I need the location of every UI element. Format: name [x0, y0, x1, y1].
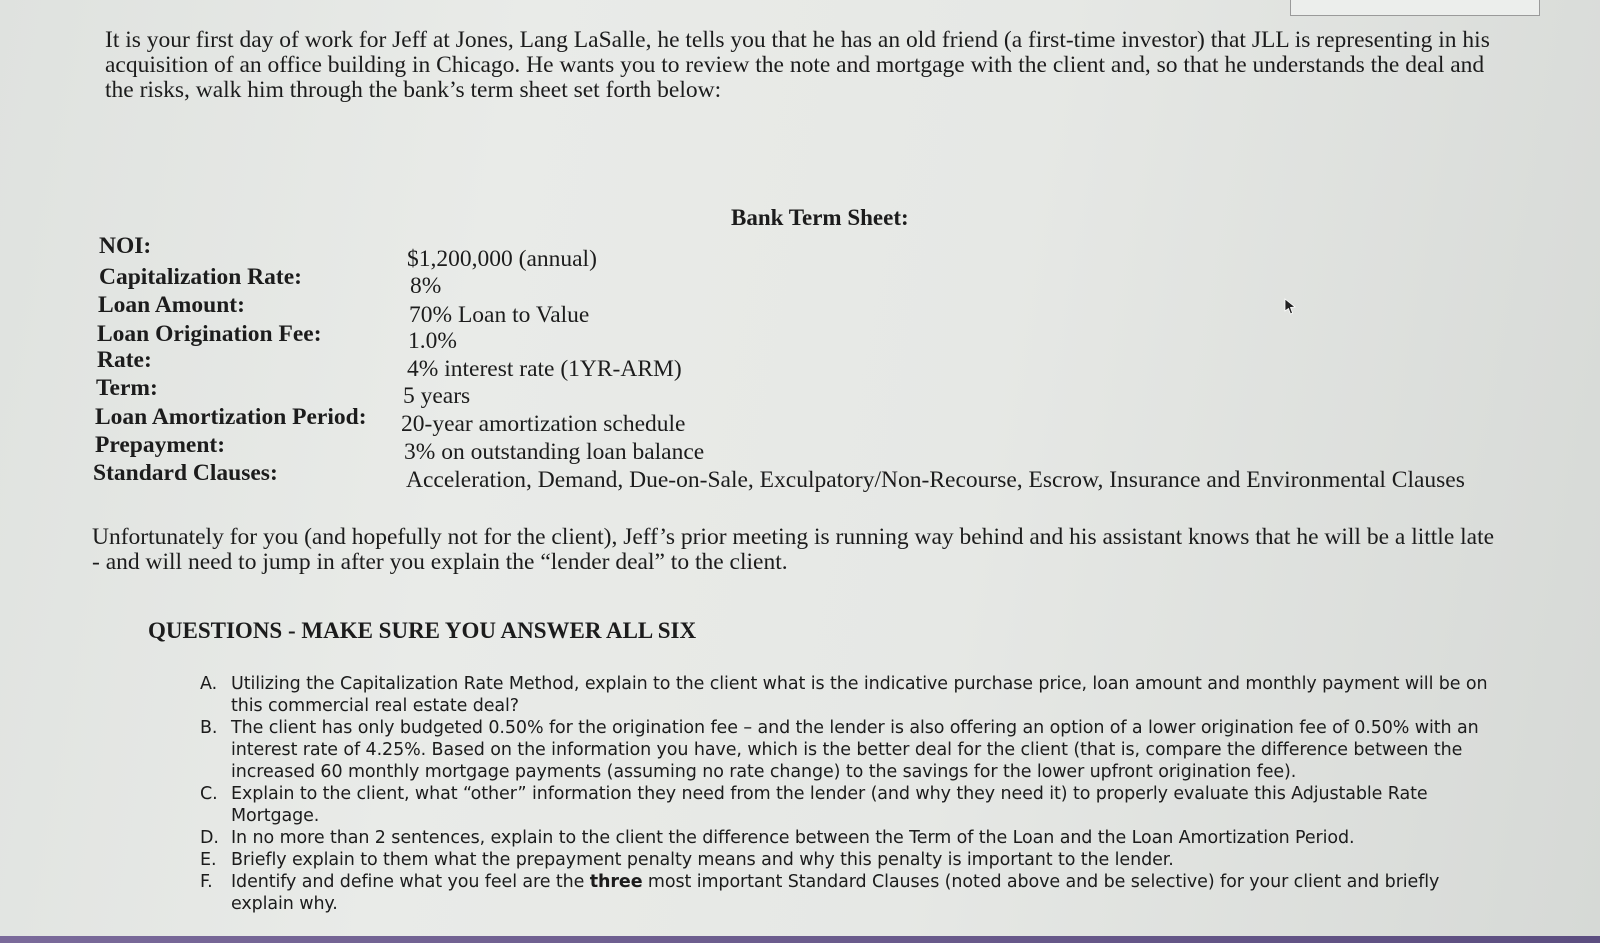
question-letter: E.: [200, 850, 217, 870]
term-value: 20-year amortization schedule: [401, 411, 686, 437]
question-letter: F.: [200, 872, 213, 892]
term-label: Loan Amortization Period:: [95, 404, 367, 430]
top-frame-edge: [1290, 0, 1540, 16]
term-label: Term:: [96, 375, 158, 401]
question-text: Explain to the client, what “other” information they need from the lender (and why they need it) to properly evaluate this Adjustable Rate Mortgage.: [231, 784, 1428, 826]
question-text: Utilizing the Capitalization Rate Method, explain to the client what is the indicative purchase price, loan amount and monthly payment will be on this commercial real estate deal?: [231, 674, 1488, 716]
term-label: Loan Origination Fee:: [97, 321, 322, 347]
question-text: [231, 871, 1490, 915]
mouse-pointer-icon: [1283, 298, 1297, 316]
question-text-part: most important Standard Clauses (noted above and be selective) for your client and briefly explain why.: [231, 872, 1440, 914]
questions-list: [200, 673, 1490, 915]
question-text-part: Identify and define what you feel are the: [231, 872, 590, 892]
bottom-edge-bar: [0, 936, 1600, 943]
term-label: Loan Amount:: [98, 292, 245, 318]
term-value: $1,200,000 (annual): [407, 246, 597, 272]
list-item: [200, 673, 1490, 717]
list-item: [200, 871, 1490, 915]
term-label: Standard Clauses:: [93, 460, 278, 486]
question-text: The client has only budgeted 0.50% for the origination fee – and the lender is also offering an option of a lower origination fee of 0.50% with an interest rate of 4.25%. Based on the information you have, which is the better deal for the client (that is, compare the difference between the increased 60 monthly mortgage payments (assuming no rate change) to the savings for the lower upfront origination fee).: [231, 718, 1479, 782]
list-item: [200, 849, 1490, 871]
term-value: Acceleration, Demand, Due-on-Sale, Exculpatory/Non-Recourse, Escrow, Insurance and Environmental Clauses: [406, 467, 1465, 493]
term-value: 70% Loan to Value: [409, 302, 590, 328]
question-letter: B.: [200, 718, 218, 738]
list-item: [200, 717, 1490, 783]
question-letter: D.: [200, 828, 219, 848]
question-emphasis: three: [589, 872, 643, 892]
question-text: In no more than 2 sentences, explain to the client the difference between the Term of the Loan and the Loan Amortization Period.: [231, 828, 1355, 848]
term-sheet-title: Bank Term Sheet:: [731, 205, 909, 230]
question-letter: A.: [200, 674, 218, 694]
term-label: Rate:: [97, 347, 152, 373]
question-text: Briefly explain to them what the prepayment penalty means and why this penalty is important to the lender.: [231, 850, 1174, 870]
term-value: 3% on outstanding loan balance: [404, 439, 705, 465]
term-value: 5 years: [403, 383, 471, 409]
term-value: 8%: [410, 273, 442, 299]
term-label: NOI:: [99, 233, 152, 259]
intro-paragraph: It is your first day of work for Jeff at Jones, Lang LaSalle, he tells you that he has an old friend (a first-time investor) that JLL is representing in his acquisition of an office building in Chicago. He wants you to review the note and mortgage with the client and, so that he understands the deal and the risks, walk him through the bank’s term sheet set forth below:: [105, 27, 1490, 103]
question-letter: C.: [200, 784, 218, 804]
note-paragraph: Unfortunately for you (and hopefully not for the client), Jeff’s prior meeting is running way behind and his assistant knows that he will be a little late - and will need to jump in after you explain the “lender deal” to the client.: [92, 524, 1495, 575]
list-item: [200, 827, 1490, 849]
list-item: [200, 783, 1490, 827]
term-label: Capitalization Rate:: [99, 264, 302, 290]
term-value: 4% interest rate (1YR-ARM): [407, 356, 682, 382]
term-label: Prepayment:: [95, 432, 226, 458]
questions-heading: QUESTIONS - MAKE SURE YOU ANSWER ALL SIX: [148, 618, 697, 643]
term-value: 1.0%: [408, 328, 457, 354]
